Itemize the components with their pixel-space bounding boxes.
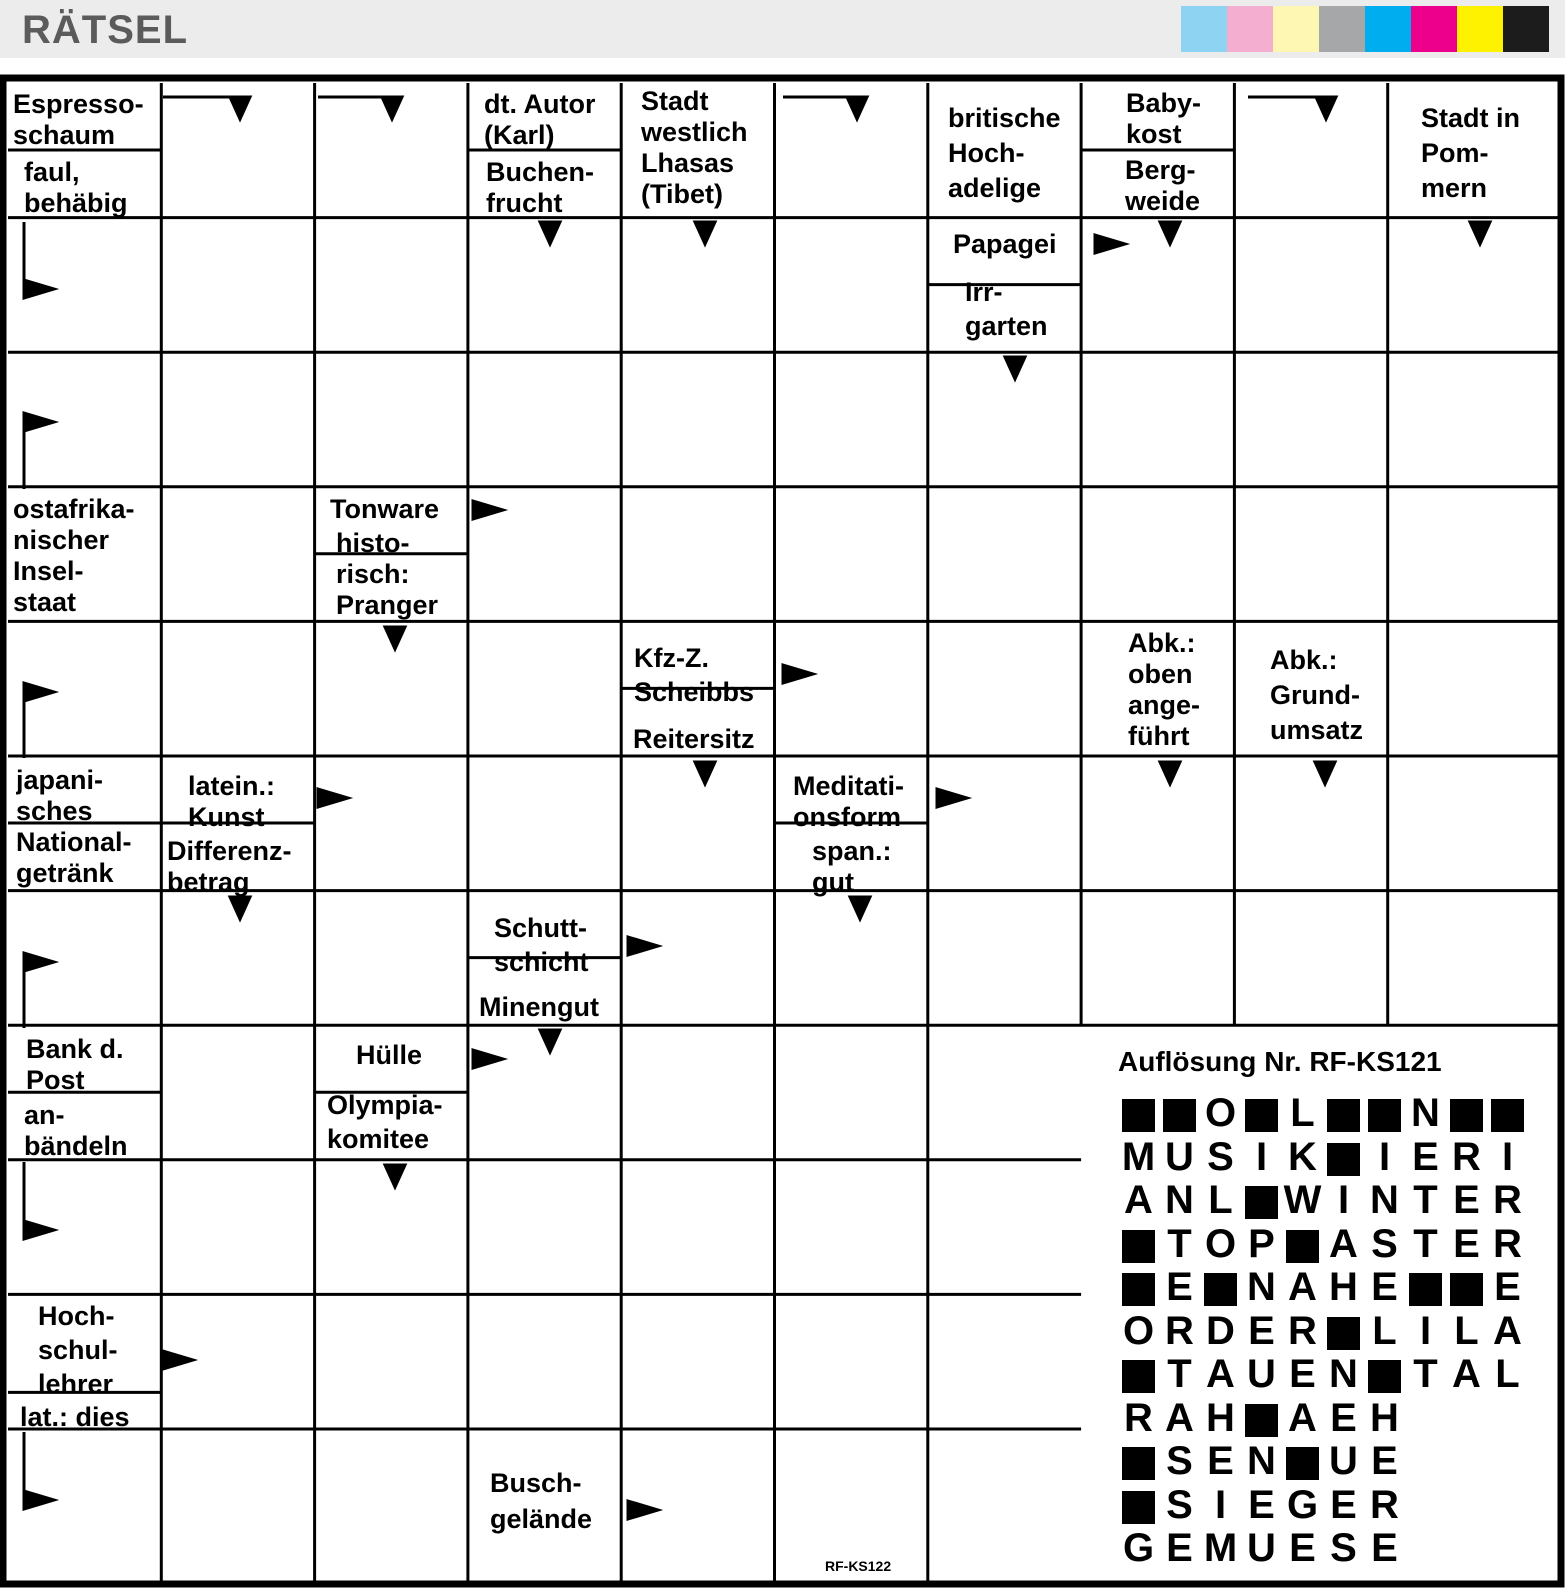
- solution-letter: T: [1167, 1221, 1192, 1266]
- solution-letter: I: [1255, 1134, 1268, 1179]
- solution-row: [1118, 1440, 1528, 1484]
- solution-letter: E: [1494, 1265, 1521, 1310]
- solution-panel: [1118, 1046, 1528, 1571]
- solution-letter: N: [1370, 1178, 1399, 1223]
- solution-black-cell: [1241, 1397, 1282, 1440]
- arrow-icon: [163, 1351, 193, 1369]
- solution-letter: N: [1247, 1439, 1276, 1484]
- clue-cell: Stadt westlich Lhasas (Tibet): [641, 86, 748, 210]
- solution-letter: I: [1419, 1308, 1432, 1353]
- solution-letter: U: [1247, 1352, 1276, 1397]
- solution-black-cell: [1241, 1179, 1282, 1222]
- solution-letter: E: [1371, 1439, 1398, 1484]
- solution-letter: P: [1248, 1221, 1275, 1266]
- solution-row: [1118, 1310, 1528, 1354]
- solution-black-cell: [1241, 1092, 1282, 1135]
- clue-cell: Papagei: [953, 229, 1057, 259]
- solution-letter: O: [1204, 1091, 1237, 1136]
- solution-letter: O: [1122, 1308, 1155, 1353]
- clue-cell: Abk.: Grund- umsatz: [1270, 645, 1364, 746]
- solution-letter: E: [1330, 1482, 1357, 1527]
- solution-letter: E: [1166, 1265, 1193, 1310]
- clue-cell: Kfz-Z. Scheibbs: [634, 643, 755, 707]
- solution-letter: S: [1330, 1526, 1357, 1571]
- solution-letter: W: [1283, 1178, 1322, 1223]
- solution-letter: R: [1493, 1178, 1522, 1223]
- solution-letter: R: [1493, 1221, 1522, 1266]
- arrow-icon: [628, 1501, 658, 1519]
- solution-letter: O: [1204, 1221, 1237, 1266]
- solution-row: [1118, 1397, 1528, 1441]
- solution-letter: H: [1370, 1395, 1399, 1440]
- clue-cell: histo- risch: Pranger: [336, 528, 439, 621]
- arrow-icon: [24, 1221, 54, 1239]
- clue-cell: Irr- garten: [965, 277, 1048, 341]
- solution-letter: E: [1207, 1439, 1234, 1484]
- solution-title: Auflösung Nr. RF-KS121: [1118, 1046, 1442, 1077]
- clue-cell: Buchen- frucht: [486, 157, 594, 219]
- arrow-icon: [695, 762, 715, 784]
- solution-letter: L: [1454, 1308, 1479, 1353]
- solution-row: [1118, 1223, 1528, 1267]
- solution-black-cell: [1200, 1266, 1241, 1309]
- solution-black-cell: [1446, 1092, 1487, 1135]
- clue-cell: Espresso- schaum: [13, 89, 144, 151]
- solution-letter: T: [1413, 1178, 1438, 1223]
- solution-letter: L: [1495, 1352, 1520, 1397]
- arrow-icon: [850, 897, 870, 919]
- clue-cell: Minengut: [479, 992, 599, 1022]
- solution-letter: A: [1452, 1352, 1481, 1397]
- arrow-icon: [385, 627, 405, 649]
- clue-cell: Abk.: oben ange- führt: [1128, 628, 1201, 752]
- solution-row: [1118, 1136, 1528, 1180]
- solution-row: [1118, 1484, 1528, 1528]
- solution-letter: E: [1453, 1221, 1480, 1266]
- solution-black-cell: [1487, 1092, 1528, 1135]
- solution-letter: R: [1165, 1308, 1194, 1353]
- arrow-icon: [540, 222, 560, 244]
- solution-letter: E: [1289, 1526, 1316, 1571]
- clue-cell: Olympia- komitee: [327, 1090, 443, 1154]
- solution-black-cell: [1282, 1440, 1323, 1483]
- solution-black-cell: [1118, 1223, 1159, 1266]
- solution-letter: E: [1412, 1134, 1439, 1179]
- arrow-icon: [24, 413, 54, 431]
- solution-letter: E: [1166, 1526, 1193, 1571]
- solution-row: [1118, 1179, 1528, 1223]
- solution-letter: A: [1493, 1308, 1522, 1353]
- solution-letter: L: [1372, 1308, 1397, 1353]
- clue-cell: latein.: Kunst: [188, 771, 276, 833]
- solution-letter: M: [1203, 1526, 1238, 1571]
- solution-black-cell: [1118, 1440, 1159, 1483]
- solution-letter: T: [1413, 1352, 1438, 1397]
- clue-cell: Stadt in Pom- mern: [1421, 103, 1520, 204]
- solution-black-cell: [1118, 1092, 1159, 1135]
- arrow-icon: [1315, 762, 1335, 784]
- solution-letter: G: [1286, 1482, 1319, 1527]
- solution-letter: A: [1165, 1395, 1194, 1440]
- clue-cell: span.: gut: [812, 836, 892, 898]
- solution-black-cell: [1323, 1310, 1364, 1353]
- solution-letter: K: [1288, 1134, 1317, 1179]
- clue-cell: Baby- kost: [1126, 88, 1202, 150]
- clue-cell: lat.: dies: [20, 1402, 130, 1432]
- clue-cell: Busch- gelände: [490, 1468, 593, 1535]
- clue-cell: Tonware: [330, 494, 440, 524]
- arrow-icon: [628, 937, 658, 955]
- arrow-icon: [1005, 357, 1025, 379]
- solution-letter: R: [1288, 1308, 1317, 1353]
- solution-row: [1118, 1092, 1528, 1136]
- solution-letter: R: [1124, 1395, 1153, 1440]
- solution-letter: R: [1452, 1134, 1481, 1179]
- clue-cell: Schutt- schicht: [494, 913, 589, 977]
- solution-letter: H: [1206, 1395, 1235, 1440]
- arrow-icon: [1470, 222, 1490, 244]
- solution-black-cell: [1118, 1266, 1159, 1309]
- solution-letter: T: [1167, 1352, 1192, 1397]
- solution-letter: I: [1501, 1134, 1514, 1179]
- solution-letter: N: [1329, 1352, 1358, 1397]
- solution-letter: I: [1378, 1134, 1391, 1179]
- arrow-icon: [695, 222, 715, 244]
- arrow-icon: [382, 97, 402, 119]
- clue-cell: japani- sches National- getränk: [16, 765, 132, 889]
- solution-row: [1118, 1353, 1528, 1397]
- solution-letter: L: [1208, 1178, 1233, 1223]
- solution-black-cell: [1118, 1353, 1159, 1396]
- solution-letter: D: [1206, 1308, 1235, 1353]
- arrow-icon: [230, 897, 250, 919]
- arrow-icon: [24, 953, 54, 971]
- solution-letter: E: [1371, 1265, 1398, 1310]
- arrow-icon: [230, 97, 250, 119]
- arrow-icon: [1095, 235, 1125, 253]
- solution-letter: E: [1248, 1482, 1275, 1527]
- solution-letter: A: [1206, 1352, 1235, 1397]
- clue-cell: Hoch- schul- lehrer: [38, 1301, 118, 1399]
- clue-cell: an- bändeln: [24, 1100, 128, 1162]
- solution-row: [1118, 1527, 1528, 1571]
- arrow-icon: [783, 665, 813, 683]
- solution-black-cell: [1323, 1092, 1364, 1135]
- solution-letter: E: [1453, 1178, 1480, 1223]
- solution-letter: E: [1289, 1352, 1316, 1397]
- solution-letter: E: [1248, 1308, 1275, 1353]
- solution-letter: S: [1371, 1221, 1398, 1266]
- solution-letter: G: [1122, 1526, 1155, 1571]
- arrow-icon: [24, 683, 54, 701]
- solution-letter: M: [1121, 1134, 1156, 1179]
- solution-letter: I: [1214, 1482, 1227, 1527]
- arrow-icon: [473, 1050, 503, 1068]
- solution-letter: N: [1165, 1178, 1194, 1223]
- arrow-icon: [937, 789, 967, 807]
- solution-letter: U: [1329, 1439, 1358, 1484]
- clue-cell: dt. Autor (Karl): [484, 89, 596, 151]
- solution-letter: N: [1411, 1091, 1440, 1136]
- solution-letter: R: [1370, 1482, 1399, 1527]
- solution-black-cell: [1323, 1136, 1364, 1179]
- solution-black-cell: [1405, 1266, 1446, 1309]
- solution-letter: S: [1207, 1134, 1234, 1179]
- clue-cell: Meditati- onsform: [793, 771, 904, 833]
- solution-letter: A: [1288, 1395, 1317, 1440]
- solution-black-cell: [1364, 1353, 1405, 1396]
- arrow-icon: [24, 1491, 54, 1509]
- solution-letter: T: [1413, 1221, 1438, 1266]
- solution-letter: U: [1247, 1526, 1276, 1571]
- clue-cell: Reitersitz: [633, 724, 755, 754]
- solution-black-cell: [1159, 1092, 1200, 1135]
- solution-letter: S: [1166, 1439, 1193, 1484]
- puzzle-code: RF-KS122: [825, 1558, 892, 1574]
- arrow-icon: [540, 1030, 560, 1052]
- solution-black-cell: [1446, 1266, 1487, 1309]
- clue-cell: Hülle: [356, 1040, 423, 1070]
- clue-cell: britische Hoch- adelige: [948, 103, 1061, 204]
- arrow-icon: [847, 97, 867, 119]
- solution-letter: A: [1288, 1265, 1317, 1310]
- solution-letter: H: [1329, 1265, 1358, 1310]
- arrow-icon: [1160, 222, 1180, 244]
- clue-cell: Bank d. Post: [26, 1034, 124, 1096]
- arrow-icon: [318, 789, 348, 807]
- solution-black-cell: [1118, 1484, 1159, 1527]
- arrow-icon: [24, 280, 54, 298]
- clue-cell: Differenz- betrag: [167, 836, 292, 898]
- arrow-icon: [1316, 97, 1336, 119]
- arrow-icon: [473, 501, 503, 519]
- solution-row: [1118, 1266, 1528, 1310]
- clue-cell: ostafrika- nischer Insel- staat: [13, 494, 135, 618]
- solution-letter: E: [1371, 1526, 1398, 1571]
- solution-letter: A: [1124, 1178, 1153, 1223]
- solution-letter: L: [1290, 1091, 1315, 1136]
- solution-letter: I: [1337, 1178, 1350, 1223]
- solution-letter: U: [1165, 1134, 1194, 1179]
- solution-black-cell: [1282, 1223, 1323, 1266]
- arrow-icon: [1160, 762, 1180, 784]
- solution-letter: S: [1166, 1482, 1193, 1527]
- clue-cell: Berg- weide: [1125, 155, 1201, 217]
- solution-letter: E: [1330, 1395, 1357, 1440]
- solution-grid: [1118, 1092, 1528, 1571]
- solution-black-cell: [1364, 1092, 1405, 1135]
- solution-letter: A: [1329, 1221, 1358, 1266]
- page-title: RÄTSEL: [22, 8, 188, 52]
- solution-letter: N: [1247, 1265, 1276, 1310]
- clue-cell: faul, behäbig: [24, 157, 128, 219]
- arrow-icon: [385, 1165, 405, 1187]
